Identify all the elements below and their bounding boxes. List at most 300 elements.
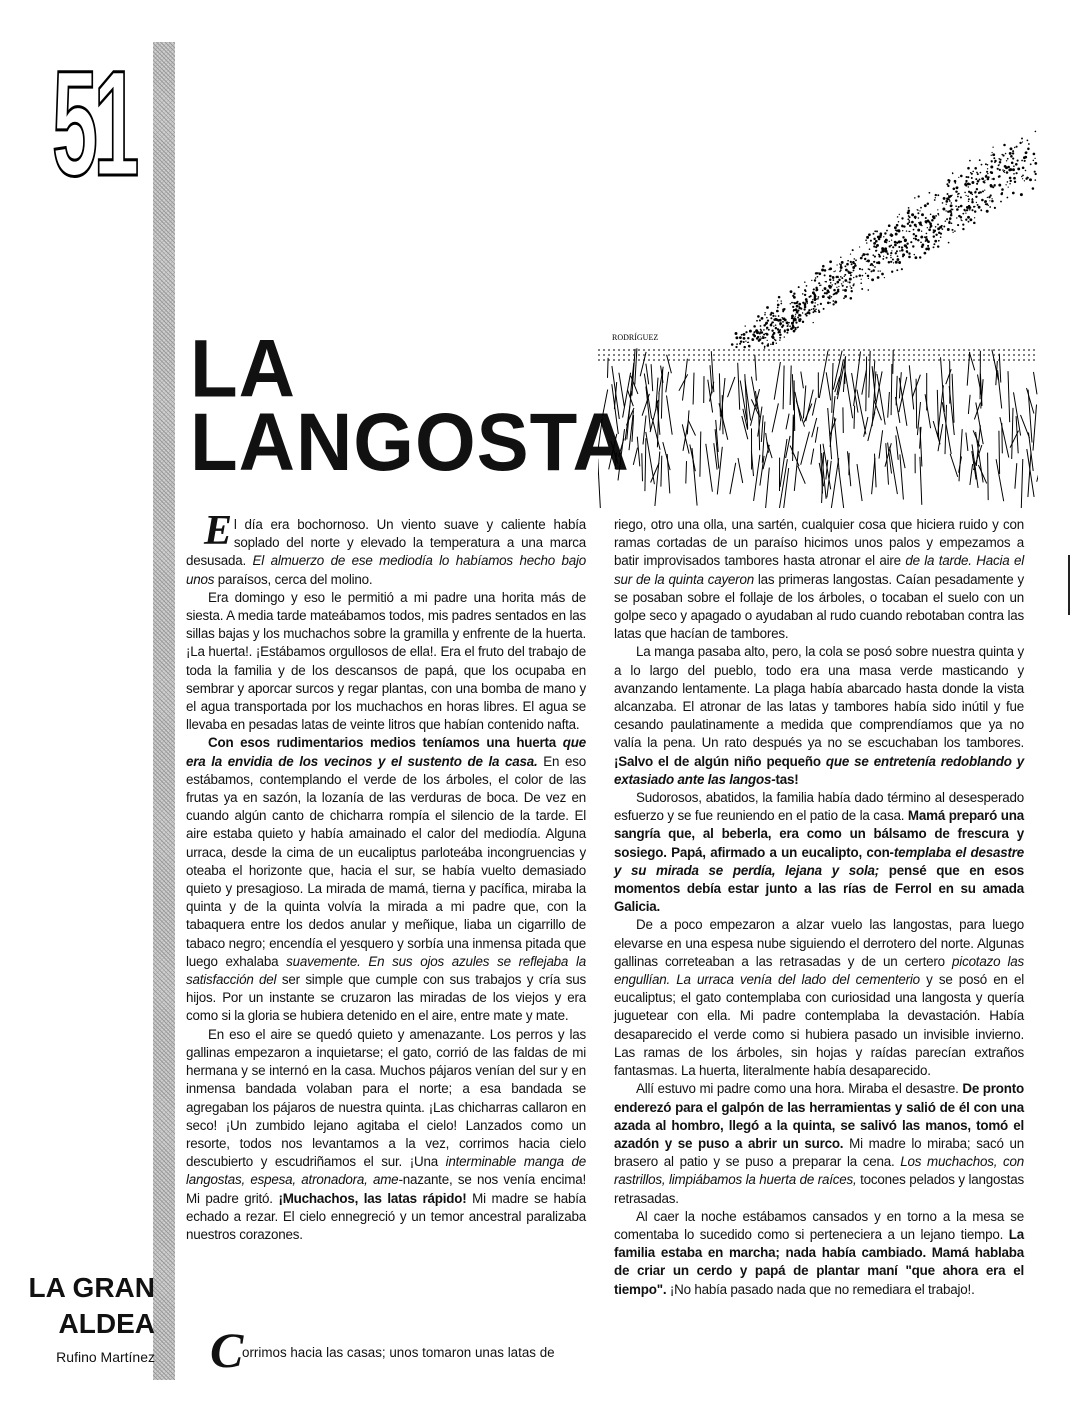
locust-dot (860, 282, 862, 284)
locust-dot (983, 181, 985, 183)
locust-dot (969, 183, 971, 185)
locust-dot (897, 255, 899, 257)
locust-dot (777, 307, 779, 309)
grass-blade (966, 433, 968, 451)
grass-blade (706, 444, 713, 492)
locust-dot (998, 184, 1001, 187)
locust-dot (764, 314, 766, 316)
locust-dot (767, 344, 770, 347)
locust-dot (766, 306, 769, 309)
locust-dot (1016, 172, 1018, 174)
locust-dot (782, 324, 784, 326)
locust-dot (890, 255, 891, 256)
locust-dot (920, 207, 922, 209)
grass-blade (783, 366, 784, 410)
grass-blade (667, 355, 672, 374)
locust-dot (991, 152, 992, 153)
locust-dot (1033, 153, 1036, 156)
locust-dot (977, 204, 979, 206)
grass-blade (1000, 417, 1009, 457)
grass-blade (642, 453, 643, 481)
locust-dot (956, 191, 958, 193)
locust-dot (787, 325, 789, 327)
locust-dot (808, 312, 810, 314)
locust-dot (895, 233, 898, 236)
grass-blade (801, 372, 804, 389)
locust-dot (806, 315, 808, 317)
grass-blade (700, 432, 701, 477)
locust-dot (1029, 178, 1032, 181)
locust-dot (829, 295, 831, 297)
paragraph (186, 734, 586, 1025)
locust-field-illustration (598, 118, 1038, 508)
locust-dot (827, 301, 830, 304)
locust-dot (832, 300, 834, 302)
locust-dot (884, 232, 886, 234)
locust-dot (859, 246, 860, 247)
locust-dot (867, 253, 869, 255)
locust-dot (991, 178, 992, 179)
paragraph (186, 1026, 586, 1244)
locust-dot (780, 303, 782, 305)
locust-dot (786, 332, 788, 334)
locust-dot (873, 242, 876, 245)
grass-blade (874, 361, 875, 381)
grass-blade (843, 373, 844, 392)
locust-dot (921, 245, 924, 248)
locust-dot (1004, 170, 1005, 171)
locust-dot (818, 311, 820, 313)
locust-dot (867, 275, 870, 278)
locust-dot (987, 164, 989, 166)
locust-dot (962, 228, 964, 230)
locust-dot (912, 215, 914, 217)
locust-dot (1025, 151, 1028, 154)
locust-dot (990, 185, 993, 188)
locust-dot (986, 171, 988, 173)
grass-blade (803, 386, 805, 419)
locust-dot (991, 198, 992, 199)
locust-dot (998, 175, 1000, 177)
grass-blade (868, 412, 875, 441)
locust-dot (846, 263, 849, 266)
grass-blade (761, 415, 763, 442)
locust-dot (875, 240, 878, 243)
locust-dot (1009, 152, 1012, 155)
locust-dot (920, 241, 922, 243)
locust-dot (776, 342, 777, 343)
grass-blade (633, 448, 637, 465)
locust-dot (883, 256, 884, 257)
grass-blade (598, 419, 602, 448)
locust-dot (844, 289, 847, 292)
locust-dot (976, 183, 978, 185)
locust-dot (793, 309, 795, 311)
locust-dot (957, 196, 959, 198)
locust-dot (775, 315, 776, 316)
locust-dot (992, 178, 994, 180)
locust-dot (853, 277, 854, 278)
locust-dot (931, 219, 934, 222)
locust-dot (828, 269, 830, 271)
locust-dot (776, 319, 779, 322)
locust-dot (786, 328, 789, 331)
locust-dot (761, 342, 763, 344)
locust-dot (950, 214, 953, 217)
locust-dot (805, 298, 808, 301)
locust-dot (1034, 162, 1037, 165)
locust-dot (946, 219, 948, 221)
text-run: tocones pelados y langostas retrasadas. (614, 1172, 1024, 1206)
grass-blade (667, 396, 673, 435)
locust-dot (901, 248, 902, 249)
locust-dot (759, 319, 761, 321)
locust-dot (968, 201, 969, 202)
locust-dot (793, 302, 795, 304)
locust-dot (948, 242, 950, 244)
locust-dot (968, 205, 970, 207)
locust-dot (841, 283, 842, 284)
locust-dot (969, 160, 971, 162)
locust-dot (894, 226, 897, 229)
locust-dot (865, 239, 867, 241)
locust-dot (825, 281, 827, 283)
grass-blade (663, 442, 670, 470)
locust-dot (990, 194, 992, 196)
grass-blade (646, 432, 655, 484)
locust-dot (994, 184, 995, 185)
locust-dot (991, 160, 993, 162)
grass-blade (857, 464, 862, 501)
locust-dot (930, 214, 932, 216)
locust-dot (915, 218, 916, 219)
grass-blade (888, 392, 890, 418)
locust-dot (914, 197, 916, 199)
locust-dot (954, 230, 956, 232)
locust-dot (796, 311, 799, 314)
locust-dot (998, 158, 1000, 160)
locust-dot (820, 303, 822, 305)
text-run: interminable manga de langostas, espesa, atronadora, ame- (186, 1154, 586, 1188)
locust-dot (764, 346, 766, 348)
locust-dot (1020, 193, 1023, 196)
locust-dot (947, 211, 949, 213)
locust-dot (925, 240, 927, 242)
text-run: Mamá preparó una sangría que, al beberla, era como un bálsamo de frescura y sosiego. Papá, afirmado a un eucalipto, con- (614, 808, 1025, 860)
grass-blade (640, 352, 646, 376)
locust-dot (878, 254, 880, 256)
grass-blade (869, 351, 870, 398)
author-name: Rufino Martínez (56, 1349, 155, 1365)
locust-dot (904, 245, 907, 248)
locust-dot (813, 288, 815, 290)
locust-dot (854, 258, 856, 260)
locust-dot (877, 276, 880, 279)
locust-dot (870, 263, 873, 266)
grass-blade (710, 365, 712, 393)
text-run: las primeras langostas. Caían pesadamente y se posaban sobre el follaje de los árboles, o tocaban el suelo con un golpe seco y apagado o ayudaban al rudo cuando rebotaban contra las latas que hacían de tambores. (614, 571, 1024, 642)
locust-dot (798, 303, 801, 306)
text-run: paraísos, cerca del molino. (214, 571, 373, 587)
locust-dot (952, 172, 953, 173)
locust-dot (799, 314, 801, 316)
locust-dot (948, 182, 950, 184)
locust-dot (949, 217, 952, 220)
locust-dot (807, 302, 808, 303)
locust-dot (847, 281, 848, 282)
locust-dot (1023, 156, 1026, 159)
grass-blade (666, 372, 669, 393)
locust-dot (908, 256, 911, 259)
locust-dot (831, 296, 833, 298)
locust-dot (833, 279, 835, 281)
locust-dot (876, 244, 879, 247)
locust-dot (736, 343, 738, 345)
locust-dot (788, 322, 790, 324)
locust-dot (874, 230, 876, 232)
locust-dot (844, 279, 847, 282)
locust-dot (741, 334, 743, 336)
locust-dot (880, 270, 881, 271)
locust-dot (956, 209, 957, 210)
locust-dot (759, 338, 762, 341)
text-run: nazante, se nos venía encima! Mi padre gritó. (186, 1172, 586, 1206)
locust-dot (818, 296, 820, 298)
grass-blade (866, 357, 867, 412)
locust-dot (779, 337, 781, 339)
locust-dot (1034, 158, 1035, 159)
locust-dot (852, 266, 855, 269)
grass-blade (879, 430, 883, 458)
locust-dot (1013, 173, 1015, 175)
locust-dot (847, 260, 849, 262)
locust-dot (768, 329, 770, 331)
locust-dot (841, 261, 844, 264)
locust-dot (890, 252, 892, 254)
locust-dot (861, 269, 863, 271)
locust-dot (990, 166, 993, 169)
locust-dot (783, 308, 785, 310)
text-run: ser simple que cumple con sus trabajos y cría sus hijos. Por un instante se cruzaron las miradas de los viejos y era como si la gloria se hubiera detenido en el aire, entre mate y mate. (186, 972, 586, 1024)
text-run: Allí estuvo mi padre como una hora. Miraba el desastre. (636, 1081, 963, 1097)
locust-dot (943, 226, 945, 228)
locust-dot (950, 205, 952, 207)
locust-dot (917, 212, 919, 214)
text-run: La familia estaba en marcha; nada había cambiado. Mamá hablaba de criar un cerdo y papá de plantar maní "que ahora era el tiempo". (614, 1226, 1024, 1297)
grass-field (598, 348, 1038, 508)
locust-dot (813, 322, 814, 323)
locust-dot (873, 245, 875, 247)
locust-dot (849, 278, 852, 281)
locust-dot (1025, 170, 1027, 172)
locust-dot (987, 197, 988, 198)
locust-dot (740, 340, 742, 342)
locust-dot (997, 168, 999, 170)
locust-dot (760, 336, 761, 337)
locust-dot (1012, 168, 1015, 171)
locust-dot (968, 186, 969, 187)
locust-dot (901, 217, 903, 219)
locust-dot (988, 205, 989, 206)
grass-blade (608, 358, 609, 378)
locust-dot (851, 272, 852, 273)
drop-cap: E (204, 508, 232, 554)
locust-dot (850, 274, 852, 276)
locust-dot (973, 206, 975, 208)
grass-blade (967, 352, 970, 386)
locust-dot (947, 228, 950, 231)
locust-dot (942, 228, 944, 230)
series-line-2: ALDEA (58, 1308, 155, 1339)
locust-dot (927, 227, 928, 228)
locust-dot (967, 216, 970, 219)
locust-dot (908, 221, 910, 223)
locust-dot (850, 261, 852, 263)
locust-dot (1013, 177, 1016, 180)
locust-dot (981, 210, 982, 211)
locust-dot (1033, 160, 1035, 162)
locust-dot (1006, 171, 1009, 174)
locust-dot (908, 215, 910, 217)
locust-dot (960, 219, 961, 220)
margin-stripe (153, 42, 175, 1380)
locust-dot (781, 300, 782, 301)
locust-dot (777, 300, 778, 301)
locust-dot (918, 217, 920, 219)
locust-dot (1035, 131, 1037, 133)
locust-dot (815, 311, 816, 312)
locust-dot (747, 337, 749, 339)
locust-dot (827, 296, 829, 298)
locust-dot (1024, 180, 1025, 181)
text-run: El almuerzo de ese mediodía lo habíamos hecho bajo unos (186, 553, 586, 587)
locust-dot (915, 235, 918, 238)
locust-dot (895, 252, 897, 254)
locust-dot (836, 264, 837, 265)
locust-dot (962, 224, 964, 226)
locust-dot (1022, 175, 1024, 177)
locust-dot (1012, 192, 1015, 195)
locust-dot (892, 246, 894, 248)
locust-dot (937, 245, 939, 247)
locust-dot (896, 258, 899, 261)
locust-dot (985, 163, 987, 165)
text-column-left (186, 508, 587, 1244)
locust-dot (826, 289, 829, 292)
grass-blade (794, 380, 795, 431)
text-run: De a poco empezaron a alzar vuelo las langostas, para luego elevarse en una espesa nube siguiendo el derrotero del norte. Algunas gallinas correteaban a las retrasadas y de un certero (614, 917, 1024, 969)
locust-dot (850, 285, 851, 286)
locust-dot (782, 321, 784, 323)
locust-dot (753, 325, 756, 328)
locust-dot (779, 322, 782, 325)
drop-cap-bottom: C (210, 1322, 244, 1378)
locust-dot (802, 312, 803, 313)
locust-dot (860, 257, 863, 260)
locust-dot (929, 223, 932, 226)
locust-dot (978, 206, 981, 209)
locust-dot (971, 209, 973, 211)
locust-dot (964, 192, 966, 194)
locust-dot (919, 256, 921, 258)
locust-dot (1027, 148, 1030, 151)
locust-dot (811, 309, 812, 310)
locust-dot (926, 233, 928, 235)
locust-dot (804, 281, 806, 283)
locust-dot (984, 189, 985, 190)
text-run: templaba el desastre y su mirada se perdía, lejana y sola; (614, 844, 1024, 878)
locust-dot (779, 334, 780, 335)
locust-dot (789, 325, 791, 327)
locust-dot (832, 303, 834, 305)
locust-dot (770, 343, 772, 345)
locust-dot (971, 173, 973, 175)
locust-dot (902, 230, 903, 231)
locust-dot (971, 177, 973, 179)
locust-dot (925, 217, 927, 219)
locust-dot (955, 182, 957, 184)
locust-dot (844, 265, 846, 267)
locust-dot (906, 230, 907, 231)
locust-dot (851, 263, 853, 265)
locust-dot (910, 241, 912, 243)
grass-blade (1012, 408, 1013, 459)
grass-blade (812, 418, 817, 437)
locust-dot (811, 280, 812, 281)
locust-dot (972, 198, 973, 199)
locust-dot (968, 221, 970, 223)
grass-blade (645, 438, 646, 491)
grass-blade (795, 392, 801, 421)
locust-dot (968, 191, 970, 193)
locust-dot (901, 224, 903, 226)
grass-blade (970, 464, 973, 485)
grass-blade (909, 365, 913, 409)
locust-dot (955, 199, 957, 201)
grass-blade (801, 432, 810, 465)
locust-dot (951, 229, 953, 231)
locust-dot (890, 261, 892, 263)
locust-dot (804, 294, 806, 296)
locust-dot (802, 302, 804, 304)
locust-dot (949, 200, 951, 202)
grass-blade (792, 374, 793, 410)
locust-dot (1022, 167, 1025, 170)
locust-dot (1032, 187, 1035, 190)
grass-blade (774, 362, 780, 400)
grass-blade (755, 355, 757, 381)
locust-dot (986, 175, 987, 176)
locust-dot (921, 213, 924, 216)
locust-dot (1034, 171, 1036, 173)
grass-blade (831, 458, 838, 508)
locust-dot (861, 279, 862, 280)
grass-blade (686, 461, 687, 483)
locust-dot (822, 290, 824, 292)
paragraph (614, 789, 1024, 916)
grass-blade (598, 459, 600, 508)
locust-dot (987, 178, 990, 181)
locust-dot (1012, 158, 1014, 160)
locust-dot (756, 320, 758, 322)
locust-dot (964, 209, 965, 210)
locust-dot (1028, 143, 1030, 145)
locust-dot (836, 281, 839, 284)
grass-blade (1027, 388, 1034, 414)
locust-dot (989, 206, 991, 208)
locust-dot (840, 269, 842, 271)
locust-dot (819, 285, 820, 286)
